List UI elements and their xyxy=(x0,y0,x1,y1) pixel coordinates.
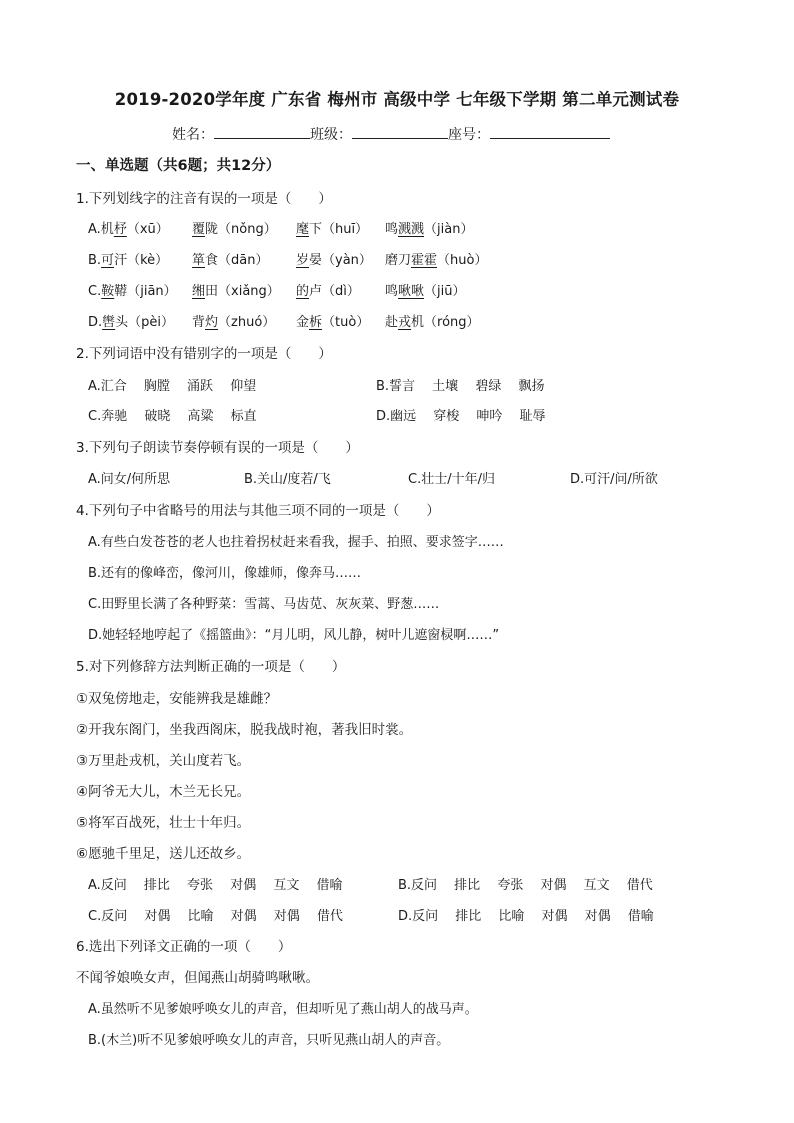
underlined-character: 灼 xyxy=(205,315,219,330)
underlined-character: 箪 xyxy=(192,253,206,268)
option-text: （zhuó） xyxy=(218,315,276,330)
question-1-option-item xyxy=(296,249,372,268)
question-3-stem: 3.下列句子朗读节奏停顿有误的一项是（ ） xyxy=(76,440,359,456)
underlined-character: 溅溅 xyxy=(398,222,425,237)
question-1-option-item xyxy=(385,280,466,299)
question-5-option-c: C.反问 对偶 比喻 对偶 对偶 借代 xyxy=(88,909,343,924)
option-text: 卢（dì） xyxy=(309,284,360,299)
underlined-character: 啾啾 xyxy=(398,284,425,299)
question-6-option-b: B.(木兰)听不见爹娘呼唤女儿的声音，只听见燕山胡人的声音。 xyxy=(88,1033,450,1048)
option-text: 田（xiǎng） xyxy=(205,284,280,299)
option-text: 鞯（jiān） xyxy=(114,284,177,299)
seat-label: 座号： xyxy=(448,127,490,143)
underlined-character: 缃 xyxy=(192,284,206,299)
underlined-character: 鞍 xyxy=(101,284,115,299)
underlined-character: 可 xyxy=(101,253,115,268)
option-text: 鸣 xyxy=(385,222,399,237)
question-1-option-item xyxy=(88,218,169,237)
option-text: 下（huī） xyxy=(309,222,369,237)
option-text: 汗（kè） xyxy=(114,253,169,268)
question-3-option-c: C.壮士/十年/归 xyxy=(408,472,495,487)
option-text: （huò） xyxy=(437,253,488,268)
question-1-option-item xyxy=(296,280,360,299)
underlined-character: 霍霍 xyxy=(411,253,438,268)
question-6-quote: 不闻爷娘唤女声，但闻燕山胡骑鸣啾啾。 xyxy=(76,970,319,986)
question-5-item: ③万里赴戎机，关山度若飞。 xyxy=(76,753,251,769)
question-5-option-a: A.反问 排比 夸张 对偶 互文 借喻 xyxy=(88,878,343,893)
option-text: 赴 xyxy=(385,315,399,330)
underlined-character: 麾 xyxy=(296,222,310,237)
option-text: 头（pèi） xyxy=(115,315,175,330)
question-1-stem: 1.下列划线字的注音有误的一项是（ ） xyxy=(76,191,332,207)
question-5-item: ①双兔傍地走，安能辨我是雄雌？ xyxy=(76,691,278,707)
option-text: 陇（nǒng） xyxy=(205,222,277,237)
question-1-option-item xyxy=(192,249,268,268)
question-1-option-item xyxy=(192,218,277,237)
question-5-item: ②开我东阁门，坐我西阁床，脱我战时袍，著我旧时裳。 xyxy=(76,722,413,738)
name-label: 姓名： xyxy=(172,127,214,143)
question-4-option-c: C.田野里长满了各种野菜：雪蒿、马齿苋、灰灰菜、野葱…… xyxy=(88,597,440,612)
question-3-option-d: D.可汗/问/所欲 xyxy=(570,472,658,487)
option-text: 食（dān） xyxy=(205,253,269,268)
question-1-option-item xyxy=(385,249,487,268)
question-2-option-b: B.誓言 土壤 碧绿 飘扬 xyxy=(376,379,545,394)
option-text: A.机 xyxy=(88,222,114,237)
question-1-option-item xyxy=(385,311,480,330)
option-text: （jiū） xyxy=(424,284,466,299)
question-4-option-b: B.还有的像峰峦，像河川，像雄师，像奔马…… xyxy=(88,566,362,581)
option-text: D. xyxy=(88,315,103,330)
question-6-option-a: A.虽然听不见爹娘呼唤女儿的声音，但却听见了燕山胡人的战马声。 xyxy=(88,1002,478,1017)
student-info-line xyxy=(172,124,610,144)
question-1-option-item xyxy=(192,280,280,299)
section-heading: 一、单选题（共6题；共12分） xyxy=(76,158,281,174)
question-2-option-d: D.幽远 穿梭 呻吟 耻辱 xyxy=(376,409,546,424)
underlined-character: 杼 xyxy=(113,222,127,237)
option-text: 晏（yàn） xyxy=(309,253,372,268)
question-1-option-item xyxy=(385,218,473,237)
question-5-option-b: B.反问 排比 夸张 对偶 互文 借代 xyxy=(398,878,653,893)
underlined-character: 辔 xyxy=(102,315,116,330)
class-label: 班级： xyxy=(310,127,352,143)
question-4-option-a: A.有些白发苍苍的老人也拄着拐杖赶来看我，握手、拍照、要求签字…… xyxy=(88,535,504,550)
question-5-item: ⑥愿驰千里足，送儿还故乡。 xyxy=(76,846,251,862)
question-3-option-b: B.关山/度若/飞 xyxy=(244,472,331,487)
question-1-option-item xyxy=(296,311,369,330)
underlined-character: 的 xyxy=(296,284,310,299)
page-title: 2019-2020学年度 广东省 梅州市 高级中学 七年级下学期 第二单元测试卷 xyxy=(114,90,680,109)
question-3-option-a: A.问女/何所思 xyxy=(88,472,171,487)
question-1-option-item xyxy=(88,249,168,268)
question-2-option-a: A.汇合 胸膛 涌跃 仰望 xyxy=(88,379,257,394)
question-2-stem: 2.下列词语中没有错别字的一项是（ ） xyxy=(76,346,332,362)
option-text: （tuò） xyxy=(322,315,370,330)
question-5-option-d: D.反问 排比 比喻 对偶 对偶 借喻 xyxy=(398,909,654,924)
question-5-item: ④阿爷无大儿，木兰无长兄。 xyxy=(76,784,251,800)
class-blank[interactable] xyxy=(352,124,448,139)
option-text: （xū） xyxy=(126,222,169,237)
underlined-character: 柝 xyxy=(309,315,323,330)
option-text: 鸣 xyxy=(385,284,399,299)
question-1-option-item xyxy=(88,280,177,299)
question-4-option-d: D.她轻轻地哼起了《摇篮曲》：“月儿明，风儿静，树叶儿遮窗棂啊……” xyxy=(88,628,500,643)
option-text: C. xyxy=(88,284,102,299)
question-5-item: ⑤将军百战死，壮士十年归。 xyxy=(76,815,251,831)
question-2-option-c: C.奔驰 破晓 高粱 标直 xyxy=(88,409,257,424)
question-5-stem: 5.对下列修辞方法判断正确的一项是（ ） xyxy=(76,659,346,675)
seat-blank[interactable] xyxy=(490,124,610,139)
question-6-stem: 6.选出下列译文正确的一项（ ） xyxy=(76,939,292,955)
option-text: （jiàn） xyxy=(424,222,474,237)
underlined-character: 戎 xyxy=(398,315,412,330)
question-1-option-item xyxy=(192,311,275,330)
option-text: 磨刀 xyxy=(385,253,412,268)
name-blank[interactable] xyxy=(214,124,310,139)
question-1-option-item xyxy=(296,218,368,237)
option-text: 背 xyxy=(192,315,206,330)
option-text: B. xyxy=(88,253,102,268)
question-1-option-item xyxy=(88,311,174,330)
underlined-character: 岁 xyxy=(296,253,310,268)
question-4-stem: 4.下列句子中省略号的用法与其他三项不同的一项是（ ） xyxy=(76,503,440,519)
option-text: 机（róng） xyxy=(411,315,480,330)
underlined-character: 覆 xyxy=(192,222,206,237)
option-text: 金 xyxy=(296,315,310,330)
